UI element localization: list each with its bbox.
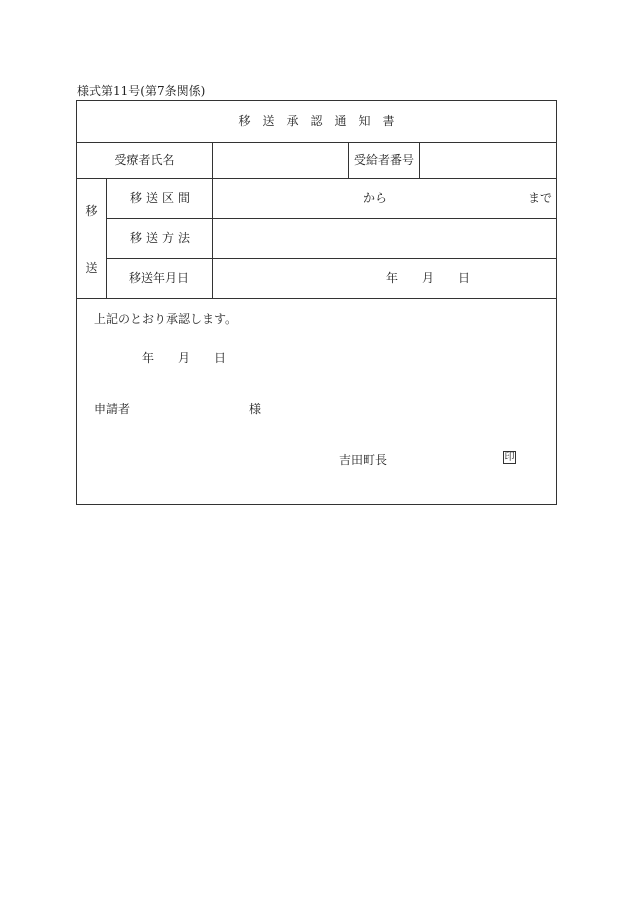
row-divider bbox=[77, 298, 556, 299]
patient-name-field[interactable] bbox=[213, 143, 348, 178]
transfer-group-label-top: 移 bbox=[85, 204, 98, 218]
transfer-section-to: まで bbox=[528, 191, 553, 205]
transfer-date-year: 年 bbox=[386, 271, 399, 285]
approval-notice-form bbox=[76, 100, 557, 505]
transfer-section-from: から bbox=[363, 191, 388, 205]
transfer-date-month: 月 bbox=[422, 271, 435, 285]
form-number-label: 様式第11号(第7条関係) bbox=[77, 84, 206, 98]
notice-date-year: 年 bbox=[142, 351, 155, 365]
transfer-method-field[interactable] bbox=[213, 219, 556, 258]
patient-name-label: 受療者氏名 bbox=[114, 153, 175, 167]
approval-statement: 上記のとおり承認します。 bbox=[94, 312, 238, 326]
seal-char: 印 bbox=[504, 452, 515, 463]
transfer-group-label-bottom: 送 bbox=[85, 261, 98, 275]
issuer-name: 吉田町長 bbox=[339, 453, 388, 467]
notice-date-day: 日 bbox=[214, 351, 227, 365]
transfer-date-day: 日 bbox=[458, 271, 471, 285]
recipient-number-field[interactable] bbox=[420, 143, 556, 178]
form-title: 移送承認通知書 bbox=[238, 114, 407, 128]
row-divider bbox=[77, 178, 556, 179]
transfer-date-label: 移送年月日 bbox=[128, 271, 189, 285]
recipient-number-label: 受給者番号 bbox=[353, 153, 414, 167]
transfer-section-label: 移送区間 bbox=[129, 191, 194, 205]
seal-mark bbox=[503, 451, 516, 464]
transfer-method-label: 移送方法 bbox=[129, 231, 194, 245]
notice-date-month: 月 bbox=[178, 351, 191, 365]
applicant-honorific: 様 bbox=[249, 402, 262, 416]
applicant-label: 申請者 bbox=[94, 402, 131, 416]
row-divider bbox=[106, 258, 556, 259]
